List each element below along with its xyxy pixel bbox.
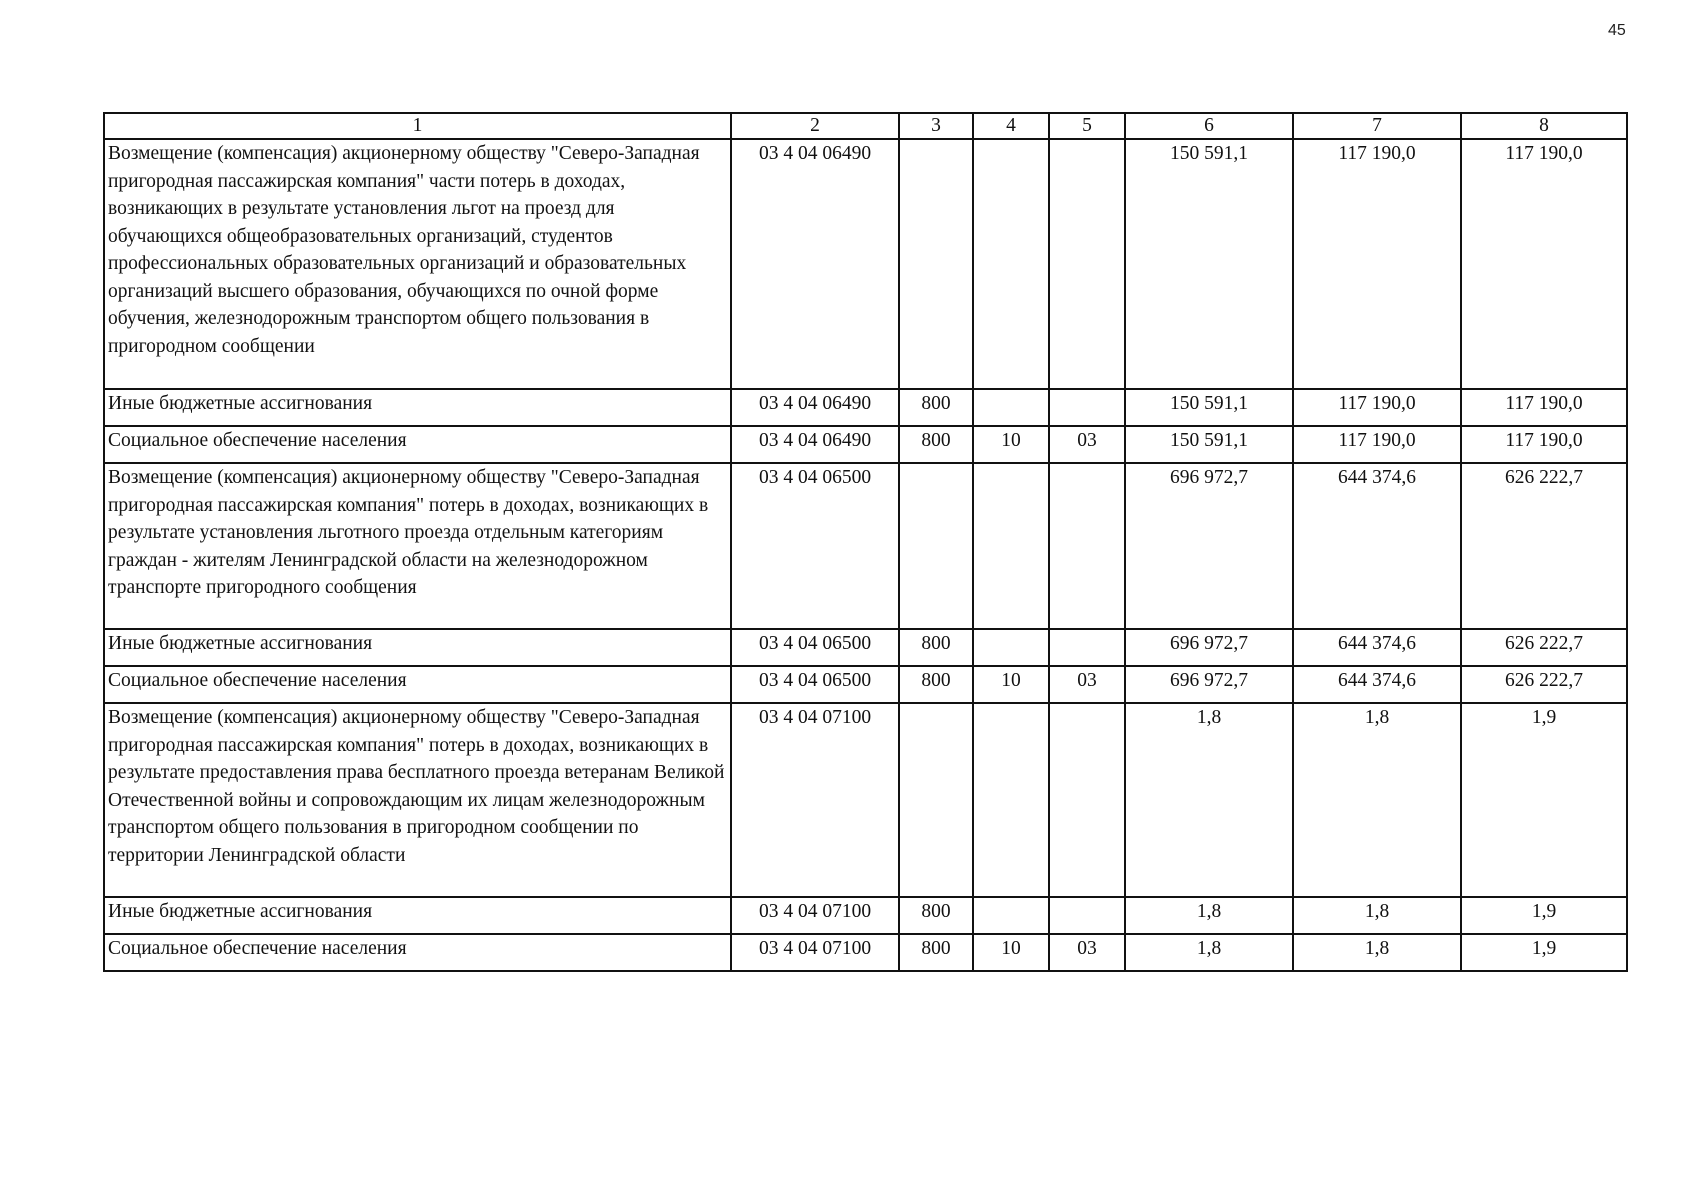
page-number: 45: [1608, 22, 1626, 39]
amount-col8: 117 190,0: [1461, 389, 1627, 426]
amount-col8: 626 222,7: [1461, 629, 1627, 666]
header-row: [104, 113, 1627, 139]
amount-col7: 1,8: [1293, 934, 1461, 971]
amount-col6: 150 591,1: [1125, 389, 1293, 426]
target-code: 03 4 04 07100: [731, 897, 899, 934]
amount-col7: 1,8: [1293, 703, 1461, 897]
amount-col7: 117 190,0: [1293, 139, 1461, 389]
row-description: Возмещение (компенсация) акционерному обществу "Северо-Западная пригородная пассажирская компания" потерь в доходах, возникающих в результате предоставления права бесплатного проезда ветеранам Великой Отечественной войны и сопровождающим их лицам железнодорожным транспортом общего пользования в пригородном сообщении по территории Ленинградской области: [104, 703, 731, 897]
subsection-code: 03: [1049, 426, 1125, 463]
column-number-7: 7: [1293, 113, 1461, 139]
section-code: [973, 703, 1049, 897]
amount-col7: 117 190,0: [1293, 426, 1461, 463]
column-number-6: 6: [1125, 113, 1293, 139]
expense-type: 800: [899, 629, 973, 666]
amount-col8: 117 190,0: [1461, 139, 1627, 389]
row-description: Иные бюджетные ассигнования: [104, 629, 731, 666]
amount-col7: 1,8: [1293, 897, 1461, 934]
expense-type: [899, 139, 973, 389]
amount-col7: 117 190,0: [1293, 389, 1461, 426]
target-code: 03 4 04 06500: [731, 463, 899, 629]
amount-col8: 1,9: [1461, 897, 1627, 934]
subsection-code: [1049, 139, 1125, 389]
subsection-code: [1049, 629, 1125, 666]
table-body: [104, 113, 1627, 971]
expense-type: [899, 703, 973, 897]
section-code: [973, 389, 1049, 426]
amount-col6: 1,8: [1125, 934, 1293, 971]
section-code: [973, 897, 1049, 934]
amount-col6: 696 972,7: [1125, 666, 1293, 703]
table-row: [104, 934, 1627, 971]
table-row: [104, 389, 1627, 426]
row-description: Иные бюджетные ассигнования: [104, 897, 731, 934]
table-row: [104, 426, 1627, 463]
table-row: [104, 666, 1627, 703]
section-code: 10: [973, 426, 1049, 463]
target-code: 03 4 04 06490: [731, 426, 899, 463]
subsection-code: [1049, 897, 1125, 934]
column-number-3: 3: [899, 113, 973, 139]
subsection-code: 03: [1049, 666, 1125, 703]
budget-table: [103, 112, 1628, 972]
target-code: 03 4 04 07100: [731, 703, 899, 897]
subsection-code: 03: [1049, 934, 1125, 971]
amount-col6: 150 591,1: [1125, 426, 1293, 463]
target-code: 03 4 04 06500: [731, 629, 899, 666]
amount-col7: 644 374,6: [1293, 666, 1461, 703]
row-description: Возмещение (компенсация) акционерному обществу "Северо-Западная пригородная пассажирская компания" части потерь в доходах, возникающих в результате установления льгот на проезд для обучающихся общеобразовательных организаций, студентов профессиональных образовательных организаций и образовательных организаций высшего образования, обучающихся по очной форме обучения, железнодорожным транспортом общего пользования в пригородном сообщении: [104, 139, 731, 389]
amount-col8: 1,9: [1461, 703, 1627, 897]
column-number-2: 2: [731, 113, 899, 139]
target-code: 03 4 04 06490: [731, 139, 899, 389]
amount-col6: 1,8: [1125, 897, 1293, 934]
column-number-5: 5: [1049, 113, 1125, 139]
section-code: [973, 139, 1049, 389]
expense-type: 800: [899, 934, 973, 971]
amount-col6: 696 972,7: [1125, 463, 1293, 629]
row-description: Социальное обеспечение населения: [104, 934, 731, 971]
target-code: 03 4 04 06490: [731, 389, 899, 426]
row-description: Возмещение (компенсация) акционерному обществу "Северо-Западная пригородная пассажирская компания" потерь в доходах, возникающих в результате установления льготного проезда отдельным категориям граждан - жителям Ленинградской области на железнодорожном транспорте пригородного сообщения: [104, 463, 731, 629]
table-row: [104, 463, 1627, 629]
column-number-8: 8: [1461, 113, 1627, 139]
expense-type: [899, 463, 973, 629]
amount-col6: 150 591,1: [1125, 139, 1293, 389]
table-row: [104, 703, 1627, 897]
row-description: Социальное обеспечение населения: [104, 666, 731, 703]
row-description: Иные бюджетные ассигнования: [104, 389, 731, 426]
subsection-code: [1049, 389, 1125, 426]
amount-col8: 117 190,0: [1461, 426, 1627, 463]
table-row: [104, 897, 1627, 934]
table-row: [104, 139, 1627, 389]
column-number-1: 1: [104, 113, 731, 139]
section-code: [973, 463, 1049, 629]
subsection-code: [1049, 703, 1125, 897]
amount-col8: 626 222,7: [1461, 463, 1627, 629]
amount-col8: 626 222,7: [1461, 666, 1627, 703]
row-description: Социальное обеспечение населения: [104, 426, 731, 463]
section-code: 10: [973, 934, 1049, 971]
expense-type: 800: [899, 389, 973, 426]
target-code: 03 4 04 06500: [731, 666, 899, 703]
section-code: [973, 629, 1049, 666]
amount-col7: 644 374,6: [1293, 629, 1461, 666]
expense-type: 800: [899, 666, 973, 703]
amount-col6: 696 972,7: [1125, 629, 1293, 666]
amount-col7: 644 374,6: [1293, 463, 1461, 629]
expense-type: 800: [899, 897, 973, 934]
target-code: 03 4 04 07100: [731, 934, 899, 971]
expense-type: 800: [899, 426, 973, 463]
table-row: [104, 629, 1627, 666]
amount-col6: 1,8: [1125, 703, 1293, 897]
amount-col8: 1,9: [1461, 934, 1627, 971]
column-number-4: 4: [973, 113, 1049, 139]
subsection-code: [1049, 463, 1125, 629]
section-code: 10: [973, 666, 1049, 703]
